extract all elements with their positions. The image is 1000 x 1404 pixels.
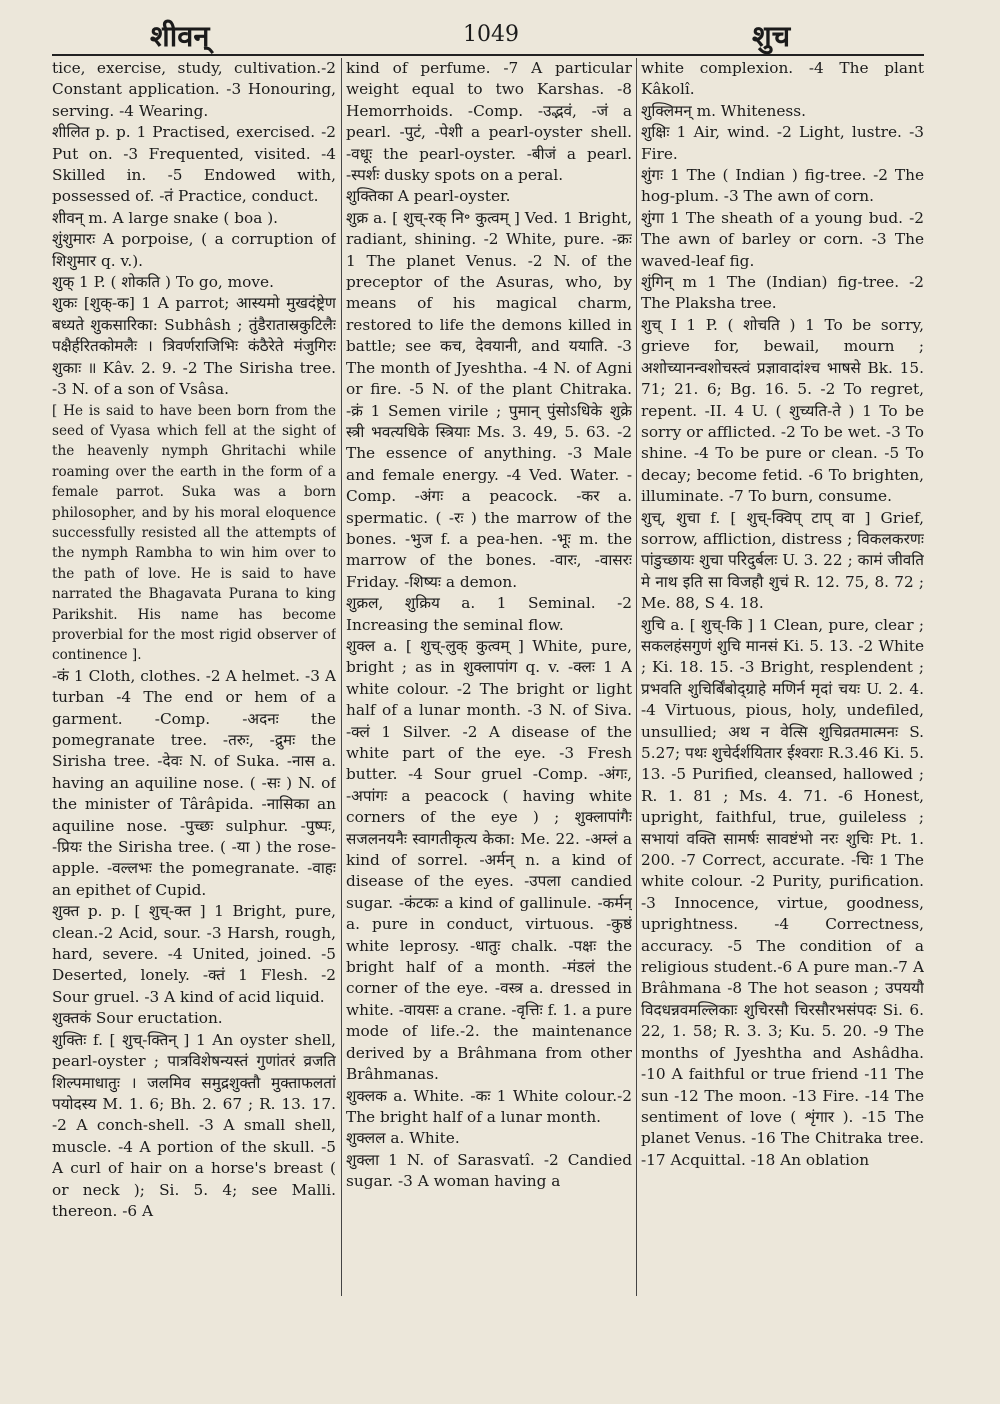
- entry-continuation: tice, exercise, study, cultivation.-2 Constant application. -3 Honouring, serving. -4 Wearing.: [52, 59, 336, 120]
- column-3: [641, 58, 924, 1378]
- right-running-headword: शुच: [752, 19, 791, 53]
- entry-shukla: शुक्ल a. [ शुच्-लुक् कुत्वम् ] White, pure, bright ; as in शुक्लापांग q. v. -क्लः 1 A white colour. -2 The bright or light half of a lunar month. -3 N. of Siva. -क्लं 1 Silver. -2 A disease of the white part of the eye. -3 Fresh butter. -4 Sour gruel -Comp. -अंगः, -अपांगः a peacock ( having white corners of the eye ) ; शुक्लापांगैः सजलनयनैः स्वागतीकृत्य केका: Me. 22. -अम्लं a kind of sorrel. -अर्मन् n. a kind of disease of the eyes. -उपला candied sugar. -कंटकः a kind of gallinule. -कर्मन् a. pure in conduct, virtuous. -कुष्ठं white leprosy. -धातुः chalk. -पक्षः the bright half of a month. -मंडलं the corner of the eye. -वस्त्र a. dressed in white. -वायसः a crane. -वृत्तिः f. 1. a pure mode of life.-2. the maintenance derived by a Brâhmana from other Brâhmanas.: [346, 636, 632, 1084]
- column-divider: [341, 58, 342, 1296]
- entry-shuklala: शुक्लल a. White.: [346, 1129, 460, 1148]
- left-running-headword: शीवन्: [150, 19, 210, 53]
- entry-shuchi: शुचि a. [ शुच्-कि ] 1 Clean, pure, clear ; सकलहंसगुणं शुचि मानसं Ki. 5. 13. -2 White ; Ki. 18. 15. -3 Bright, resplendent ; प्रभवति शुचिर्बिंबोद्ग्राहे मणिर्न मृदां चयः U. 2. 4. -4 Virtuous, pious, holy, undefiled, unsullied; अथ न वेत्सि शुचिव्रतमात्मनः S. 5.27; पथः शुचेर्दर्शयितार ईश्वराः R.3.46 Ki. 5. 13. -5 Purified, cleansed, hallowed ; R. 1. 81 ; Ms. 4. 71. -6 Honest, upright, faithful, true, guileless ; सभायां वक्ति सामर्षः सावष्टंभो नरः शुचिः Pt. 1. 200. -7 Correct, accurate. -चिः 1 The white colour. -2 Purity, purification. -3 Innocence, virtue, goodness, uprightness. -4 Correctness, accuracy. -5 The condition of a religious student.-6 A pure man.-7 A Brâhmana -8 The hot season ; उपययौ विदधन्नवमल्लिकाः शुचिरसौ चिरसौरभसंपदः Si. 6. 22, 1. 58; R. 3. 3; Ku. 5. 20. -9 The months of Jyeshtha and Ashâdha. -10 A faithful or true friend -11 The sun -12 The moon. -13 Fire. -14 The sentiment of love ( शृंगार ). -15 The planet Venus. -16 The Chitraka tree. -17 Acquittal. -18 An oblation: [641, 615, 924, 1169]
- entry-shukrala: शुक्रल, शुक्रिय a. 1 Seminal. -2 Increasing the seminal flow.: [346, 594, 632, 634]
- entry-shukla-continuation: white complexion. -4 The plant Kâkolî.: [641, 59, 924, 99]
- entry-shukti: शुक्तिः f. [ शुच्-क्तिन् ] 1 An oyster shell, pearl-oyster ; पात्रविशेषन्यस्तं गुणांतरं व्रजति शिल्पमाधातुः । जलमिव समुद्रशुक्तौ मुक्ताफलतां पयोदस्य M. 1. 6; Bh. 2. 67 ; R. 13. 17. -2 A conch-shell. -3 A small shell, muscle. -4 A portion of the skull. -5 A curl of hair on a horse's breast ( or neck ); Si. 5. 4; see Malli. thereon. -6 A: [52, 1030, 336, 1220]
- entry-shivan: शीवन् m. A large snake ( boa ).: [52, 208, 279, 227]
- page-header: [0, 0, 1000, 60]
- entry-shukta: शुक्त p. p. [ शुच्-क्त ] 1 Bright, pure, clean.-2 Acid, sour. -3 Harsh, rough, hard, severe. -4 United, joined. -5 Deserted, lonely. -क्तं 1 Flesh. -2 Sour gruel. -3 A kind of acid liquid.: [52, 902, 336, 1006]
- entry-shukra: शुक्र a. [ शुच्-रक् नि॰ कुत्वम् ] Ved. 1 Bright, radiant, shining. -2 White, pure. -क्रः 1 The planet Venus. -2 N. of the preceptor of the Asuras, who, by means of his magical charm, restored to life the demons killed in battle; see कच, देवयानी, and ययाति. -3 The month of Jyeshtha. -4 N. of Agni or fire. -5 N. of the plant Chitraka. -क्रं 1 Semen virile ; पुमान् पुंसोऽधिके शुक्रे स्त्री भवत्यधिके स्त्रियाः Ms. 3. 49, 5. 63. -2 The essence of anything. -3 Male and female energy. -4 Ved. Water. -Comp. -अंगः a peacock. -कर a. spermatic. ( -रः ) the marrow of the bones. -भुज f. a pea-hen. -भूः m. the marrow of the bones. -वारः, -वासरः Friday. -शिष्यः a demon.: [346, 208, 632, 591]
- column-2: [346, 58, 632, 1378]
- entry-shuch-verb: शुच् I 1 P. ( शोचति ) 1 To be sorry, grieve for, bewail, mourn ; अशोच्यानन्वशोचस्त्वं प्रज्ञावादांश्च भाषसे Bk. 15. 71; 21. 6; Bg. 16. 5. -2 To regret, repent. -II. 4 U. ( शुच्यति-ते ) 1 To be sorry or afflicted. -2 To be wet. -3 To shine. -4 To be pure or clean. -5 To decay; become fetid. -6 To brighten, illuminate. -7 To burn, consume.: [641, 315, 924, 506]
- entry-shuch-noun: शुच्, शुचा f. [ शुच्-क्विप् टाप् वा ] Grief, sorrow, affliction, distress ; विकलकरणः पांडुच्छायः शुचा परिदुर्बलः U. 3. 22 ; कामं जीवति मे नाथ इति सा विजहौ शुचं R. 12. 75, 8. 72 ; Me. 88, S 4. 18.: [641, 508, 924, 613]
- entry-shunga: शुंगः 1 The ( Indian ) fig-tree. -2 The hog-plum. -3 The awn of corn.: [641, 166, 924, 206]
- entry-shumshumara: शुंशुमारः A porpoise, ( a corruption of शिशुमार q. v.).: [52, 230, 336, 270]
- entry-shuktika: शुक्तिका A pearl-oyster.: [346, 187, 511, 206]
- entry-shuka-note: [ He is said to have been born from the seed of Vyasa which fell at the sight of the heavenly nymph Ghritachi while roaming over the earth in the form of a female parrot. Suka was a born philosopher, and by his moral eloquence successfully resisted all the attempts of the nymph Rambha to win him over to the path of love. He is said to have narrated the Bhagavata Purana to king Parikshit. His name has become proverbial for the most rigid observer of continence ].: [52, 402, 336, 664]
- entry-shuka-compounds: -कं 1 Cloth, clothes. -2 A helmet. -3 A turban -4 The end or hem of a garment. -Comp. -अदनः the pomegranate tree. -तरुः, -द्रुमः the Sirisha tree. -देवः N. of Suka. -नास a. having an aquiline nose. ( -सः ) N. of the minister of Târâpida. -नासिका an aquiline nose. -पुच्छः sulphur. -पुष्पः, -प्रियः the Sirisha tree. ( -या ) the rose-apple. -वल्लभः the pomegranate. -वाहः an epithet of Cupid.: [52, 666, 336, 899]
- column-1: [52, 58, 336, 1378]
- entry-shuklaka: शुक्लक a. White. -कः 1 White colour.-2 The bright half of a lunar month.: [346, 1086, 632, 1126]
- entry-shilita: शीलित p. p. 1 Practised, exercised. -2 Put on. -3 Frequented, visited. -4 Skilled in. -5 Endowed with, possessed of. -तं Practice, conduct.: [52, 123, 336, 206]
- page-number: 1049: [463, 22, 519, 47]
- entry-shuka: शुकः [शुक्-क] 1 A parrot; आस्यमो मुखदंष्ट्रेण बध्यते शुकसारिका: Subhâsh ; तुंडैरातास्रकुटिलैः पक्षैर्हरितकोमलैः । त्रिवर्णराजिभिः कंठैरेते मंजुगिरः शुकाः ॥ Kâv. 2. 9. -2 The Sirisha tree. -3 N. of a son of Vsâsa.: [52, 294, 336, 399]
- entry-shuk-verb: शुक् 1 P. ( शोकति ) To go, move.: [52, 273, 274, 292]
- entry-shukti-continuation: kind of perfume. -7 A particular weight equal to two Karshas. -8 Hemorrhoids. -Comp. -उद्भवं, -जं a pearl. -पुटं, -पेशी a pearl-oyster shell. -वधूः the pearl-oyster. -बीजं a pearl. -स्पर्शः dusky spots on a peral.: [346, 59, 632, 185]
- entry-shukliman: शुक्लिमन् m. Whiteness.: [641, 101, 806, 120]
- entry-shukla-fem: शुक्ला 1 N. of Sarasvatî. -2 Candied sugar. -3 A woman having a: [346, 1150, 632, 1191]
- entry-shunga-fem: शुंगा 1 The sheath of a young bud. -2 The awn of barley or corn. -3 The waved-leaf fig.: [641, 208, 924, 270]
- entry-shuktaka: शुक्तकं Sour eructation.: [52, 1009, 223, 1028]
- entry-shukshi: शुक्षिः 1 Air, wind. -2 Light, lustre. -3 Fire.: [641, 123, 924, 163]
- entry-shungin: शुंगिन् m 1 The (Indian) fig-tree. -2 The Plaksha tree.: [641, 273, 924, 313]
- header-rule: [52, 54, 924, 56]
- column-divider: [636, 58, 637, 1296]
